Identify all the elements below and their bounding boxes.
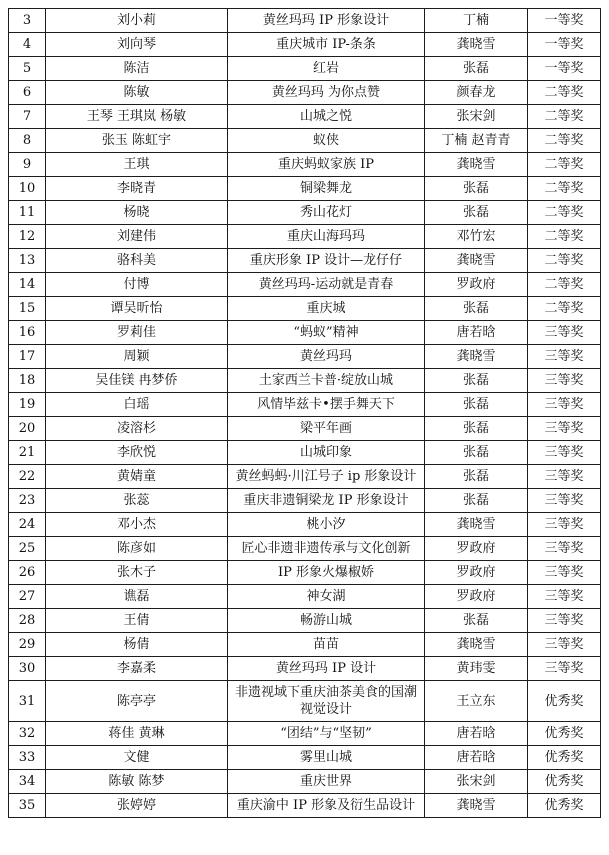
cell-teacher-name: 黄玮雯 <box>425 657 528 681</box>
cell-student-name: 陈彦如 <box>46 537 228 561</box>
cell-number: 23 <box>9 489 46 513</box>
table-row <box>9 369 601 393</box>
cell-award-level: 三等奖 <box>528 633 601 657</box>
table-row <box>9 273 601 297</box>
cell-teacher-name: 颜春龙 <box>425 81 528 105</box>
cell-teacher-name: 张磊 <box>425 417 528 441</box>
cell-work-title: 重庆形象 IP 设计—龙仔仔 <box>228 249 425 273</box>
cell-number: 29 <box>9 633 46 657</box>
cell-number: 31 <box>9 681 46 722</box>
cell-work-title: 黄丝玛玛 <box>228 345 425 369</box>
cell-number: 27 <box>9 585 46 609</box>
cell-work-title: 桃小汐 <box>228 513 425 537</box>
cell-teacher-name: 张磊 <box>425 465 528 489</box>
cell-work-title: 红岩 <box>228 57 425 81</box>
cell-work-title: 重庆渝中 IP 形象及衍生品设计 <box>228 794 425 818</box>
cell-student-name: 王琴 王琪岚 杨敏 <box>46 105 228 129</box>
cell-teacher-name: 张磊 <box>425 393 528 417</box>
cell-teacher-name: 罗政府 <box>425 561 528 585</box>
cell-student-name: 张木子 <box>46 561 228 585</box>
cell-award-level: 二等奖 <box>528 273 601 297</box>
cell-work-title: 畅游山城 <box>228 609 425 633</box>
cell-number: 21 <box>9 441 46 465</box>
cell-number: 18 <box>9 369 46 393</box>
cell-number: 14 <box>9 273 46 297</box>
cell-work-title: “团结”与“坚韧” <box>228 722 425 746</box>
cell-award-level: 三等奖 <box>528 561 601 585</box>
cell-student-name: 杨倩 <box>46 633 228 657</box>
table-row <box>9 393 601 417</box>
cell-number: 7 <box>9 105 46 129</box>
cell-award-level: 二等奖 <box>528 177 601 201</box>
table-row <box>9 746 601 770</box>
cell-number: 12 <box>9 225 46 249</box>
cell-award-level: 三等奖 <box>528 345 601 369</box>
cell-teacher-name: 张磊 <box>425 177 528 201</box>
cell-award-level: 一等奖 <box>528 57 601 81</box>
cell-award-level: 二等奖 <box>528 201 601 225</box>
cell-award-level: 三等奖 <box>528 609 601 633</box>
cell-work-title: 重庆非遗铜梁龙 IP 形象设计 <box>228 489 425 513</box>
cell-number: 19 <box>9 393 46 417</box>
cell-teacher-name: 张磊 <box>425 369 528 393</box>
cell-work-title: 神女湖 <box>228 585 425 609</box>
cell-award-level: 二等奖 <box>528 129 601 153</box>
cell-work-title: 非遗视域下重庆油茶美食的国潮视觉设计 <box>228 681 425 722</box>
cell-student-name: 周颖 <box>46 345 228 369</box>
table-row <box>9 465 601 489</box>
table-row <box>9 489 601 513</box>
cell-student-name: 黄婧童 <box>46 465 228 489</box>
table-row <box>9 794 601 818</box>
cell-award-level: 三等奖 <box>528 513 601 537</box>
cell-work-title: 雾里山城 <box>228 746 425 770</box>
cell-work-title: 蚁侠 <box>228 129 425 153</box>
table-row <box>9 105 601 129</box>
table-row <box>9 321 601 345</box>
cell-number: 26 <box>9 561 46 585</box>
cell-teacher-name: 龚晓雪 <box>425 345 528 369</box>
table-row <box>9 225 601 249</box>
cell-number: 4 <box>9 33 46 57</box>
cell-teacher-name: 罗政府 <box>425 537 528 561</box>
cell-work-title: 梁平年画 <box>228 417 425 441</box>
cell-teacher-name: 龚晓雪 <box>425 249 528 273</box>
cell-work-title: 黄丝玛玛 IP 形象设计 <box>228 9 425 33</box>
cell-student-name: 骆科美 <box>46 249 228 273</box>
table-row <box>9 585 601 609</box>
cell-teacher-name: 张磊 <box>425 609 528 633</box>
cell-award-level: 二等奖 <box>528 249 601 273</box>
cell-award-level: 优秀奖 <box>528 722 601 746</box>
table-row <box>9 201 601 225</box>
cell-teacher-name: 张宋剑 <box>425 770 528 794</box>
cell-student-name: 张蕊 <box>46 489 228 513</box>
cell-teacher-name: 龚晓雪 <box>425 633 528 657</box>
cell-teacher-name: 唐若晗 <box>425 321 528 345</box>
cell-work-title: 铜梁舞龙 <box>228 177 425 201</box>
table-row <box>9 153 601 177</box>
table-row <box>9 609 601 633</box>
cell-teacher-name: 张磊 <box>425 489 528 513</box>
cell-student-name: 蒋佳 黄琳 <box>46 722 228 746</box>
cell-teacher-name: 张磊 <box>425 201 528 225</box>
award-table-body <box>9 9 601 818</box>
cell-student-name: 陈敏 陈梦 <box>46 770 228 794</box>
cell-student-name: 陈亭亭 <box>46 681 228 722</box>
cell-student-name: 吴佳镁 冉梦侨 <box>46 369 228 393</box>
cell-work-title: 重庆山海玛玛 <box>228 225 425 249</box>
cell-student-name: 刘建伟 <box>46 225 228 249</box>
cell-award-level: 二等奖 <box>528 225 601 249</box>
cell-teacher-name: 张磊 <box>425 57 528 81</box>
table-row <box>9 129 601 153</box>
cell-work-title: 山城之悦 <box>228 105 425 129</box>
cell-teacher-name: 唐若晗 <box>425 722 528 746</box>
cell-award-level: 二等奖 <box>528 81 601 105</box>
table-row <box>9 513 601 537</box>
cell-teacher-name: 丁楠 <box>425 9 528 33</box>
table-row <box>9 441 601 465</box>
cell-number: 25 <box>9 537 46 561</box>
cell-number: 28 <box>9 609 46 633</box>
cell-work-title: 苗苗 <box>228 633 425 657</box>
cell-work-title: 重庆世界 <box>228 770 425 794</box>
cell-award-level: 三等奖 <box>528 657 601 681</box>
cell-number: 11 <box>9 201 46 225</box>
table-row <box>9 345 601 369</box>
cell-teacher-name: 张宋剑 <box>425 105 528 129</box>
cell-number: 24 <box>9 513 46 537</box>
cell-teacher-name: 王立东 <box>425 681 528 722</box>
cell-work-title: “蚂蚁”精神 <box>228 321 425 345</box>
cell-number: 34 <box>9 770 46 794</box>
table-row <box>9 657 601 681</box>
cell-teacher-name: 张磊 <box>425 297 528 321</box>
cell-award-level: 三等奖 <box>528 489 601 513</box>
table-row <box>9 297 601 321</box>
table-row <box>9 537 601 561</box>
cell-award-level: 三等奖 <box>528 321 601 345</box>
cell-number: 20 <box>9 417 46 441</box>
cell-award-level: 优秀奖 <box>528 681 601 722</box>
cell-award-level: 优秀奖 <box>528 746 601 770</box>
cell-award-level: 三等奖 <box>528 369 601 393</box>
cell-number: 32 <box>9 722 46 746</box>
award-list-table <box>8 8 601 818</box>
cell-work-title: 重庆蚂蚁家族 IP <box>228 153 425 177</box>
cell-number: 22 <box>9 465 46 489</box>
cell-award-level: 一等奖 <box>528 9 601 33</box>
cell-teacher-name: 邓竹宏 <box>425 225 528 249</box>
cell-student-name: 李嘉柔 <box>46 657 228 681</box>
cell-student-name: 谯磊 <box>46 585 228 609</box>
cell-teacher-name: 唐若晗 <box>425 746 528 770</box>
cell-teacher-name: 龚晓雪 <box>425 794 528 818</box>
cell-number: 3 <box>9 9 46 33</box>
cell-student-name: 陈洁 <box>46 57 228 81</box>
cell-number: 13 <box>9 249 46 273</box>
table-row <box>9 770 601 794</box>
cell-award-level: 优秀奖 <box>528 794 601 818</box>
cell-teacher-name: 龚晓雪 <box>425 33 528 57</box>
table-row <box>9 177 601 201</box>
table-row <box>9 561 601 585</box>
cell-teacher-name: 罗政府 <box>425 273 528 297</box>
cell-work-title: IP 形象火爆椒娇 <box>228 561 425 585</box>
cell-work-title: 山城印象 <box>228 441 425 465</box>
cell-number: 6 <box>9 81 46 105</box>
cell-student-name: 白瑶 <box>46 393 228 417</box>
cell-award-level: 三等奖 <box>528 465 601 489</box>
cell-student-name: 李晓青 <box>46 177 228 201</box>
cell-number: 10 <box>9 177 46 201</box>
cell-teacher-name: 丁楠 赵青青 <box>425 129 528 153</box>
cell-award-level: 三等奖 <box>528 585 601 609</box>
cell-number: 5 <box>9 57 46 81</box>
cell-student-name: 王琪 <box>46 153 228 177</box>
cell-number: 9 <box>9 153 46 177</box>
cell-award-level: 二等奖 <box>528 105 601 129</box>
cell-work-title: 重庆城市 IP-条条 <box>228 33 425 57</box>
cell-work-title: 土家西兰卡普·绽放山城 <box>228 369 425 393</box>
cell-student-name: 凌溶杉 <box>46 417 228 441</box>
cell-student-name: 邓小杰 <box>46 513 228 537</box>
cell-student-name: 刘向琴 <box>46 33 228 57</box>
cell-student-name: 杨晓 <box>46 201 228 225</box>
table-row <box>9 249 601 273</box>
cell-award-level: 二等奖 <box>528 297 601 321</box>
cell-student-name: 谭吴昕怡 <box>46 297 228 321</box>
cell-award-level: 三等奖 <box>528 393 601 417</box>
cell-teacher-name: 龚晓雪 <box>425 153 528 177</box>
cell-number: 33 <box>9 746 46 770</box>
cell-number: 8 <box>9 129 46 153</box>
cell-number: 17 <box>9 345 46 369</box>
cell-teacher-name: 张磊 <box>425 441 528 465</box>
cell-number: 16 <box>9 321 46 345</box>
cell-work-title: 黄丝玛玛-运动就是青春 <box>228 273 425 297</box>
cell-award-level: 三等奖 <box>528 441 601 465</box>
cell-student-name: 罗莉佳 <box>46 321 228 345</box>
cell-number: 30 <box>9 657 46 681</box>
cell-student-name: 陈敏 <box>46 81 228 105</box>
cell-student-name: 刘小莉 <box>46 9 228 33</box>
table-row <box>9 681 601 722</box>
table-row <box>9 33 601 57</box>
cell-work-title: 黄丝玛玛 为你点赞 <box>228 81 425 105</box>
table-row <box>9 722 601 746</box>
cell-work-title: 黄丝玛玛 IP 设计 <box>228 657 425 681</box>
table-row <box>9 9 601 33</box>
cell-award-level: 一等奖 <box>528 33 601 57</box>
table-row <box>9 417 601 441</box>
cell-work-title: 风情毕兹卡•摆手舞天下 <box>228 393 425 417</box>
cell-number: 35 <box>9 794 46 818</box>
cell-award-level: 优秀奖 <box>528 770 601 794</box>
cell-student-name: 张婷婷 <box>46 794 228 818</box>
cell-work-title: 匠心非遗非遗传承与文化创新 <box>228 537 425 561</box>
cell-award-level: 二等奖 <box>528 153 601 177</box>
cell-student-name: 张玉 陈虹宇 <box>46 129 228 153</box>
cell-work-title: 重庆城 <box>228 297 425 321</box>
table-row <box>9 633 601 657</box>
cell-student-name: 王倩 <box>46 609 228 633</box>
cell-teacher-name: 罗政府 <box>425 585 528 609</box>
cell-award-level: 三等奖 <box>528 537 601 561</box>
cell-student-name: 李欣悦 <box>46 441 228 465</box>
table-row <box>9 81 601 105</box>
cell-number: 15 <box>9 297 46 321</box>
cell-award-level: 三等奖 <box>528 417 601 441</box>
cell-student-name: 付博 <box>46 273 228 297</box>
cell-student-name: 文健 <box>46 746 228 770</box>
table-row <box>9 57 601 81</box>
cell-work-title: 秀山花灯 <box>228 201 425 225</box>
cell-teacher-name: 龚晓雪 <box>425 513 528 537</box>
cell-work-title: 黄丝蚂蚂·川江号子 ip 形象设计 <box>228 465 425 489</box>
